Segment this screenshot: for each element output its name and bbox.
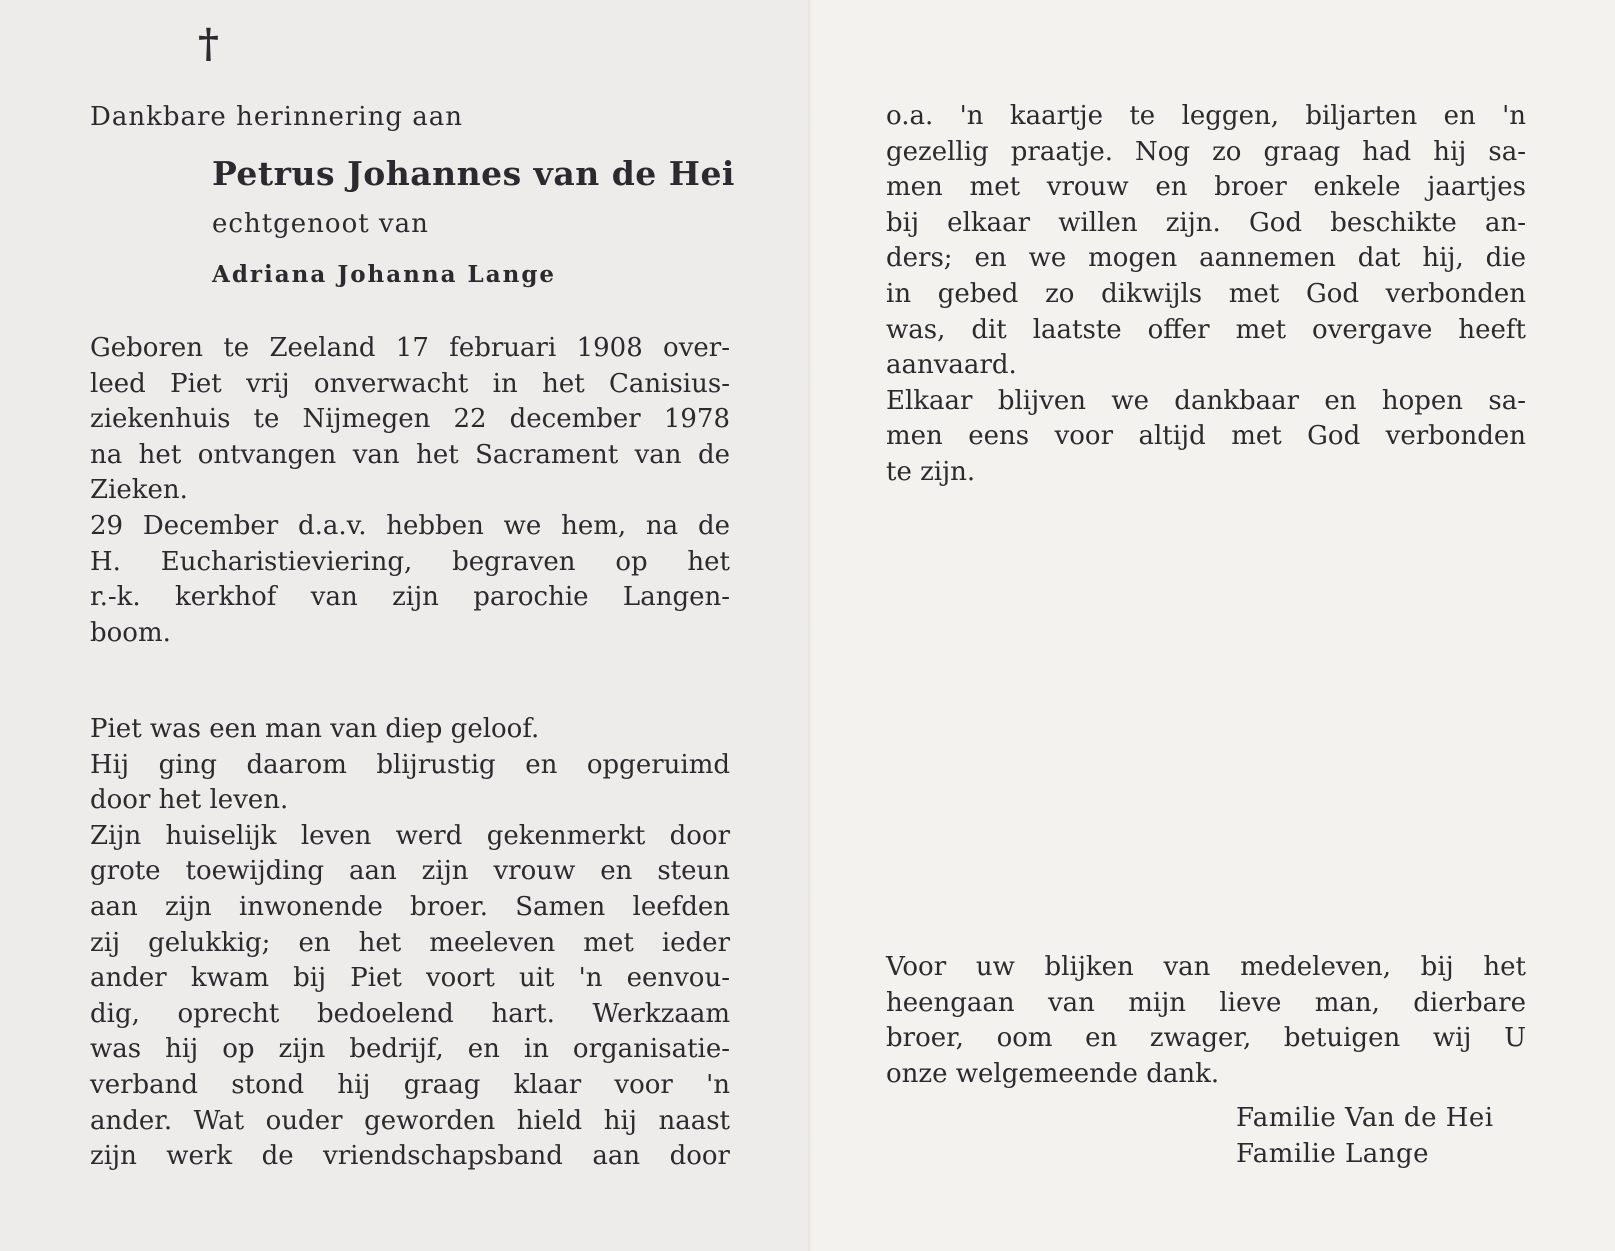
spouse-relation: echtgenoot van: [212, 209, 429, 239]
text-line: broer, oom en zwager, betuigen wij U: [886, 1023, 1526, 1054]
text-line: Geboren te Zeeland 17 februari 1908 over-: [90, 333, 730, 363]
text-line: ders; en we mogen aannemen dat hij, die: [886, 243, 1526, 274]
signature-line: Familie Lange: [1236, 1139, 1430, 1169]
text-line: heengaan van mijn lieve man, dierbare: [886, 987, 1526, 1018]
text-line: Elkaar blijven we dankbaar en hopen sa-: [886, 385, 1526, 416]
text-line: boom.: [90, 617, 171, 648]
text-line: grote toewijding aan zijn vrouw en steun: [90, 856, 730, 887]
text-line: Zijn huiselijk leven werd gekenmerkt door: [90, 820, 730, 851]
text-line: men eens voor altijd met God verbonden: [886, 421, 1526, 452]
text-line: o.a. 'n kaartje te leggen, biljarten en 'n: [886, 101, 1526, 131]
intro-text: Dankbare herinnering aan: [90, 102, 463, 132]
text-line: zijn werk de vriendschapsband aan door: [90, 1141, 730, 1172]
text-line: aanvaard.: [886, 350, 1017, 381]
text-line: in gebed zo dikwijls met God verbonden: [886, 278, 1526, 309]
family-signatures: [1236, 1100, 1494, 1172]
text-line: dig, oprecht bedoelend hart. Werkzaam: [90, 998, 730, 1029]
text-line: gezellig praatje. Nog zo graag had hij sa-: [886, 136, 1526, 167]
character-paragraph: [90, 712, 730, 1175]
signature-line: Familie Van de Hei: [1236, 1103, 1494, 1133]
text-line: men met vrouw en broer enkele jaartjes: [886, 172, 1526, 203]
text-line: Voor uw blijken van medeleven, bij het: [886, 952, 1526, 982]
cross-icon: †: [198, 20, 219, 67]
text-line: te zijn.: [886, 456, 976, 487]
text-line: door het leven.: [90, 785, 289, 816]
text-line: verband stond hij graag klaar voor 'n: [90, 1069, 730, 1100]
text-line: bij elkaar willen zijn. God beschikte an-: [886, 207, 1526, 238]
text-line: ander. Wat ouder geworden hield hij naast: [90, 1105, 730, 1136]
continuation-paragraph: [886, 99, 1526, 491]
text-line: H. Eucharistieviering, begraven op het: [90, 546, 730, 577]
text-line: ander kwam bij Piet voort uit 'n eenvou-: [90, 963, 730, 994]
text-line: Piet was een man van diep geloof.: [90, 714, 540, 744]
text-line: r.-k. kerkhof van zijn parochie Langen-: [90, 582, 730, 613]
text-line: ziekenhuis te Nijmegen 22 december 1978: [90, 404, 730, 435]
text-line: was hij op zijn bedrijf, en in organisatie-: [90, 1034, 730, 1065]
text-line: 29 December d.a.v. hebben we hem, na de: [90, 510, 730, 541]
text-line: Hij ging daarom blijrustig en opgeruimd: [90, 749, 730, 780]
text-line: na het ontvangen van het Sacrament van de: [90, 439, 730, 470]
text-line: Zieken.: [90, 475, 188, 506]
text-line: onze welgemeende dank.: [886, 1058, 1220, 1089]
text-line: was, dit laatste offer met overgave heeft: [886, 314, 1526, 345]
spouse-name: Adriana Johanna Lange: [212, 261, 557, 288]
deceased-name: Petrus Johannes van de Hei: [212, 154, 735, 193]
text-line: aan zijn inwonende broer. Samen leefden: [90, 891, 730, 922]
text-line: zij gelukkig; en het meeleven met ieder: [90, 927, 730, 958]
text-line: leed Piet vrij onverwacht in het Canisius-: [90, 368, 730, 399]
thanks-paragraph: [886, 950, 1526, 1092]
biography-paragraph: [90, 331, 730, 651]
